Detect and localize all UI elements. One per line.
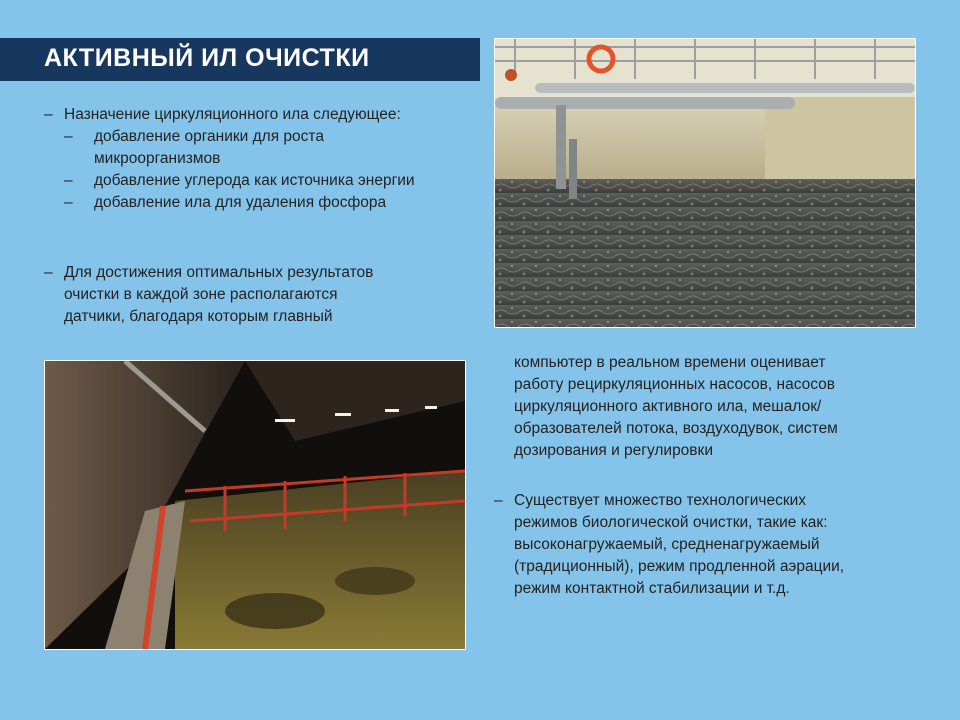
sensors-block-part2 <box>514 352 934 462</box>
title-bar <box>0 38 480 81</box>
dash-bullet: – <box>494 492 503 509</box>
sensors-line: Для достижения оптимальных результатов <box>64 264 374 281</box>
dash-bullet: – <box>64 172 73 189</box>
purpose-item <box>44 170 484 192</box>
dash-bullet: – <box>44 264 53 281</box>
modes-line: Существует множество технологических <box>514 492 807 509</box>
modes-line: (традиционный), режим продленной аэрации, <box>514 558 845 575</box>
sensors-line: компьютер в реальном времени оценивает <box>514 354 826 371</box>
purpose-item-line: добавление органики для роста <box>94 128 324 145</box>
sensors-line: образователей потока, воздуходувок, систем <box>514 420 838 437</box>
underground-plant-photo <box>44 360 466 650</box>
sensors-line: работу рециркуляционных насосов, насосов <box>514 376 836 393</box>
purpose-lead-item <box>44 104 484 126</box>
modes-item <box>494 490 934 600</box>
sensors-line: циркуляционного активного ила, мешалок/ <box>514 398 822 415</box>
sensors-line: датчики, благодаря которым главный <box>64 308 333 325</box>
sensors-item <box>44 262 484 328</box>
purpose-item-line: микроорганизмов <box>94 150 221 167</box>
modes-line: высоконагружаемый, средненагружаемый <box>514 536 820 553</box>
modes-line: режимов биологической очистки, такие как: <box>514 514 828 531</box>
purpose-lead: Назначение циркуляционного ила следующее: <box>64 106 401 123</box>
aeration-tank-photo <box>494 38 916 328</box>
purpose-block <box>44 104 484 214</box>
purpose-item-line: добавление ила для удаления фосфора <box>94 194 387 211</box>
dash-bullet: – <box>64 194 73 211</box>
modes-line: режим контактной стабилизации и т.д. <box>514 580 790 597</box>
purpose-item <box>44 192 484 214</box>
dash-bullet: – <box>44 106 53 123</box>
tunnel-illustration <box>45 361 465 649</box>
sensors-line: очистки в каждой зоне располагаются <box>64 286 338 303</box>
sensors-block-part1 <box>44 262 484 328</box>
slide-title: АКТИВНЫЙ ИЛ ОЧИСТКИ <box>44 44 370 72</box>
dash-bullet: – <box>64 128 73 145</box>
modes-block <box>494 490 934 600</box>
purpose-item-line: добавление углерода как источника энергии <box>94 172 415 189</box>
sensors-line: дозирования и регулировки <box>514 442 713 459</box>
purpose-item <box>44 126 484 170</box>
aeration-tank-illustration <box>495 39 915 327</box>
